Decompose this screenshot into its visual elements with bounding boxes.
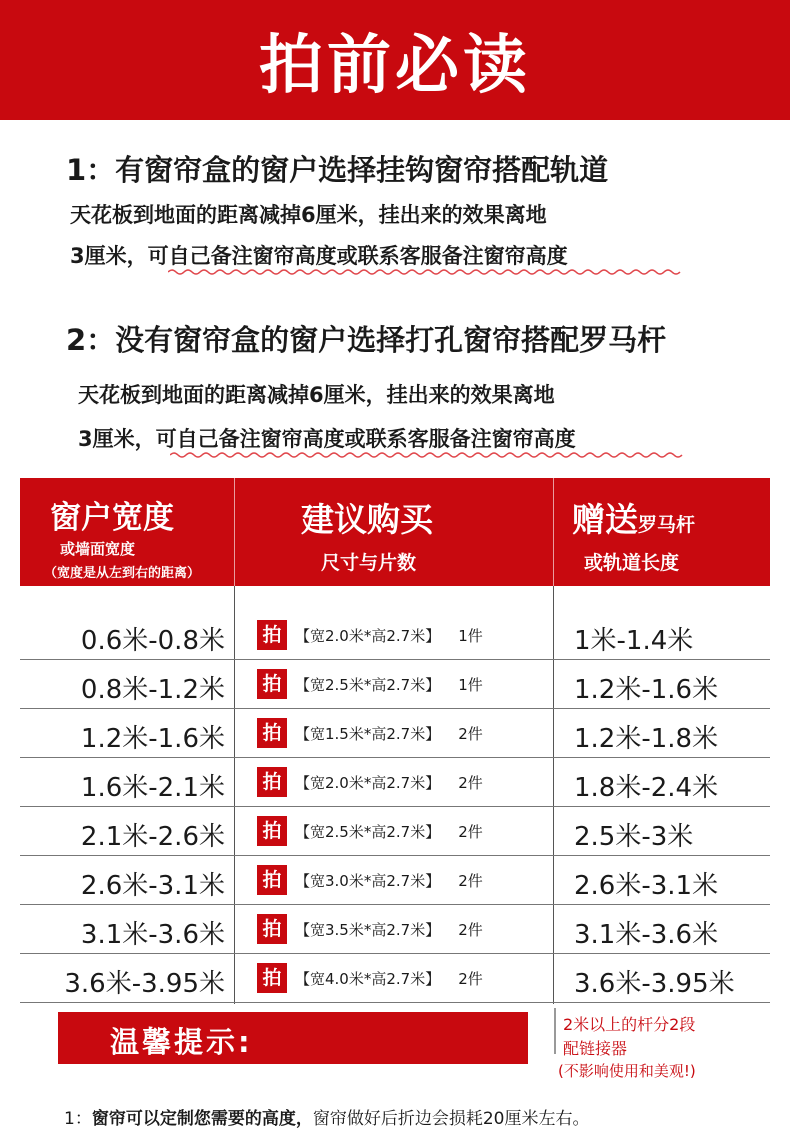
section1-line2-prefix: 3厘米，	[70, 244, 148, 268]
header-col3-main-small: 罗马杆	[638, 514, 696, 536]
section2-line2-highlight: 可自己备注窗帘高度或联系客服备注窗帘高度	[155, 427, 576, 451]
tips-item-1	[64, 1104, 589, 1129]
note-divider	[554, 1008, 556, 1054]
header-col2-sub: 尺寸与片数	[321, 552, 417, 574]
suggested-buy-cell	[257, 816, 483, 846]
quantity-text: 1件	[458, 626, 483, 645]
pai-badge: 拍	[257, 767, 287, 797]
table-row	[20, 807, 770, 856]
pai-badge: 拍	[257, 620, 287, 650]
section2-line1: 天花板到地面的距离减掉6厘米，挂出来的效果离地	[78, 383, 555, 407]
banner-title: 拍前必读	[259, 29, 531, 103]
quantity-text: 2件	[458, 969, 483, 988]
table-header	[20, 478, 770, 586]
table-row	[20, 709, 770, 758]
suggested-buy-cell	[257, 963, 483, 993]
tips-item1-rest: 窗帘做好后折边会损耗20厘米左右。	[312, 1109, 590, 1129]
spec-text: 【宽3.0米*高2.7米】	[295, 871, 441, 890]
top-banner	[0, 0, 790, 120]
spec-text: 【宽2.0米*高2.7米】	[295, 626, 441, 645]
header-col1-sub: 或墙面宽度	[60, 540, 136, 558]
suggested-buy-cell	[257, 669, 483, 699]
quantity-text: 2件	[458, 871, 483, 890]
suggested-buy-cell	[257, 620, 483, 650]
table-row	[20, 905, 770, 954]
tips-note-line2: 配链接器	[563, 1039, 628, 1058]
squiggle-underline-1	[168, 268, 686, 276]
header-col3-main-wrap	[572, 494, 695, 541]
window-width-cell: 3.1米-3.6米	[80, 920, 225, 950]
spec-text: 【宽2.5米*高2.7米】	[295, 822, 441, 841]
quantity-text: 2件	[458, 920, 483, 939]
section1-line2	[70, 240, 568, 270]
quantity-text: 2件	[458, 773, 483, 792]
spec-text: 【宽2.0米*高2.7米】	[295, 773, 441, 792]
suggested-buy-cell	[257, 865, 483, 895]
pai-badge: 拍	[257, 914, 287, 944]
tips-banner	[58, 1012, 528, 1064]
header-col3-sub: 或轨道长度	[584, 552, 680, 574]
pai-badge: 拍	[257, 865, 287, 895]
header-col-window-width	[20, 478, 234, 586]
tips-note-line3: (不影响使用和美观!)	[558, 1062, 696, 1080]
gift-length-cell: 3.6米-3.95米	[574, 969, 735, 999]
window-width-cell: 0.8米-1.2米	[80, 675, 225, 705]
tips-item1-bold: 窗帘可以定制您需要的高度，	[91, 1109, 313, 1129]
section2-title: 2：没有窗帘盒的窗户选择打孔窗帘搭配罗马杆	[66, 323, 667, 357]
section1-title: 1：有窗帘盒的窗户选择挂钩窗帘搭配轨道	[66, 153, 609, 187]
window-width-cell: 1.2米-1.6米	[80, 724, 225, 754]
section1-line2-highlight: 可自己备注窗帘高度或联系客服备注窗帘高度	[147, 244, 568, 268]
table-row	[20, 856, 770, 905]
spec-text: 【宽2.5米*高2.7米】	[295, 675, 441, 694]
tips-title: 温馨提示:	[110, 1025, 253, 1059]
table-row	[20, 758, 770, 807]
gift-length-cell: 1.2米-1.8米	[574, 724, 719, 754]
gift-length-cell: 1.8米-2.4米	[574, 773, 719, 803]
spec-text: 【宽3.5米*高2.7米】	[295, 920, 441, 939]
window-width-cell: 2.1米-2.6米	[80, 822, 225, 852]
window-width-cell: 0.6米-0.8米	[80, 626, 225, 656]
pai-badge: 拍	[257, 718, 287, 748]
pai-badge: 拍	[257, 816, 287, 846]
header-col1-note: （宽度是从左到右的距离）	[44, 566, 201, 581]
header-col3-main: 赠送	[572, 500, 638, 539]
table-row	[20, 586, 770, 660]
spec-text: 【宽1.5米*高2.7米】	[295, 724, 441, 743]
suggested-buy-cell	[257, 718, 483, 748]
window-width-cell: 2.6米-3.1米	[80, 871, 225, 901]
quantity-text: 2件	[458, 724, 483, 743]
quantity-text: 2件	[458, 822, 483, 841]
table-row	[20, 954, 770, 1003]
size-table	[20, 586, 770, 1004]
gift-length-cell: 1米-1.4米	[574, 626, 694, 656]
pai-badge: 拍	[257, 963, 287, 993]
row-divider	[20, 1002, 770, 1003]
window-width-cell: 1.6米-2.1米	[80, 773, 225, 803]
pai-badge: 拍	[257, 669, 287, 699]
header-col-gift	[554, 478, 770, 586]
header-col1-main: 窗户宽度	[50, 500, 174, 536]
header-col2-main: 建议购买	[301, 500, 433, 539]
spec-text: 【宽4.0米*高2.7米】	[295, 969, 441, 988]
quantity-text: 1件	[458, 675, 483, 694]
gift-length-cell: 1.2米-1.6米	[574, 675, 719, 705]
gift-length-cell: 3.1米-3.6米	[574, 920, 719, 950]
tips-note-line1: 2米以上的杆分2段	[563, 1015, 696, 1034]
section2-line2	[78, 423, 576, 453]
section2-line2-prefix: 3厘米，	[78, 427, 156, 451]
header-col-suggested	[235, 478, 553, 586]
squiggle-underline-2	[170, 451, 688, 459]
suggested-buy-cell	[257, 914, 483, 944]
suggested-buy-cell	[257, 767, 483, 797]
table-row	[20, 660, 770, 709]
gift-length-cell: 2.6米-3.1米	[574, 871, 719, 901]
tips-item1-prefix: 1：	[64, 1109, 92, 1129]
section1-line1: 天花板到地面的距离减掉6厘米，挂出来的效果离地	[70, 203, 547, 227]
gift-length-cell: 2.5米-3米	[574, 822, 694, 852]
window-width-cell: 3.6米-3.95米	[64, 969, 225, 999]
